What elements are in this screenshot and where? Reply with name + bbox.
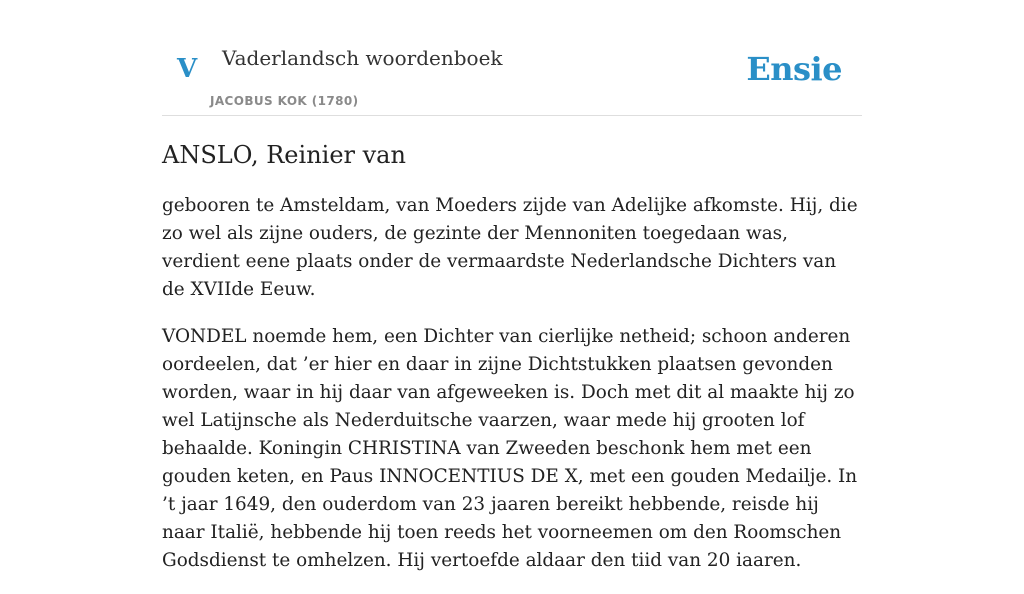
ensie-logo[interactable]: Ensie [746, 50, 842, 88]
book-letter-badge[interactable]: V [177, 54, 198, 84]
entry-body [162, 192, 862, 594]
book-title-link[interactable]: Vaderlandsch woordenboek [222, 46, 503, 70]
page-content [162, 0, 862, 571]
entry-paragraph: gebooren te Amsteldam, van Moeders zijde van Adelijke afkomste. Hij, die zo wel als zijne ouders, de gezinte der Mennoniten toegedaan was, verdient eene plaats onder de vermaardste Nederlandsche Dichters van de XVIIde Eeuw. [162, 195, 858, 300]
entry-title: ANSLO, Reinier van [162, 141, 406, 169]
book-header [162, 0, 862, 116]
book-author: JACOBUS KOK (1780) [210, 94, 359, 108]
entry-paragraph: VONDEL noemde hem, een Dichter van cierlijke netheid; schoon anderen oordeelen, dat ’er hier en daar in zijne Dichtstukken plaatsen gevonden worden, waar in hij daar van afgeweeken is. Doch met dit al maakte hij zo wel Latijnsche als Nederduitsche vaarzen, waar mede hij grooten lof behaalde. Koningin CHRISTINA van Zweeden beschonk hem met een gouden keten, en Paus INNOCENTIUS DE X, met een gouden Medailje. In ’t jaar 1649, den ouderdom van 23 jaaren bereikt hebbende, reisde hij naar Italië, hebbende hij toen reeds het voorneemen om den Roomschen Godsdienst te omhelzen. Hij vertoefde aldaar den tiid van 20 iaaren. [162, 326, 858, 571]
